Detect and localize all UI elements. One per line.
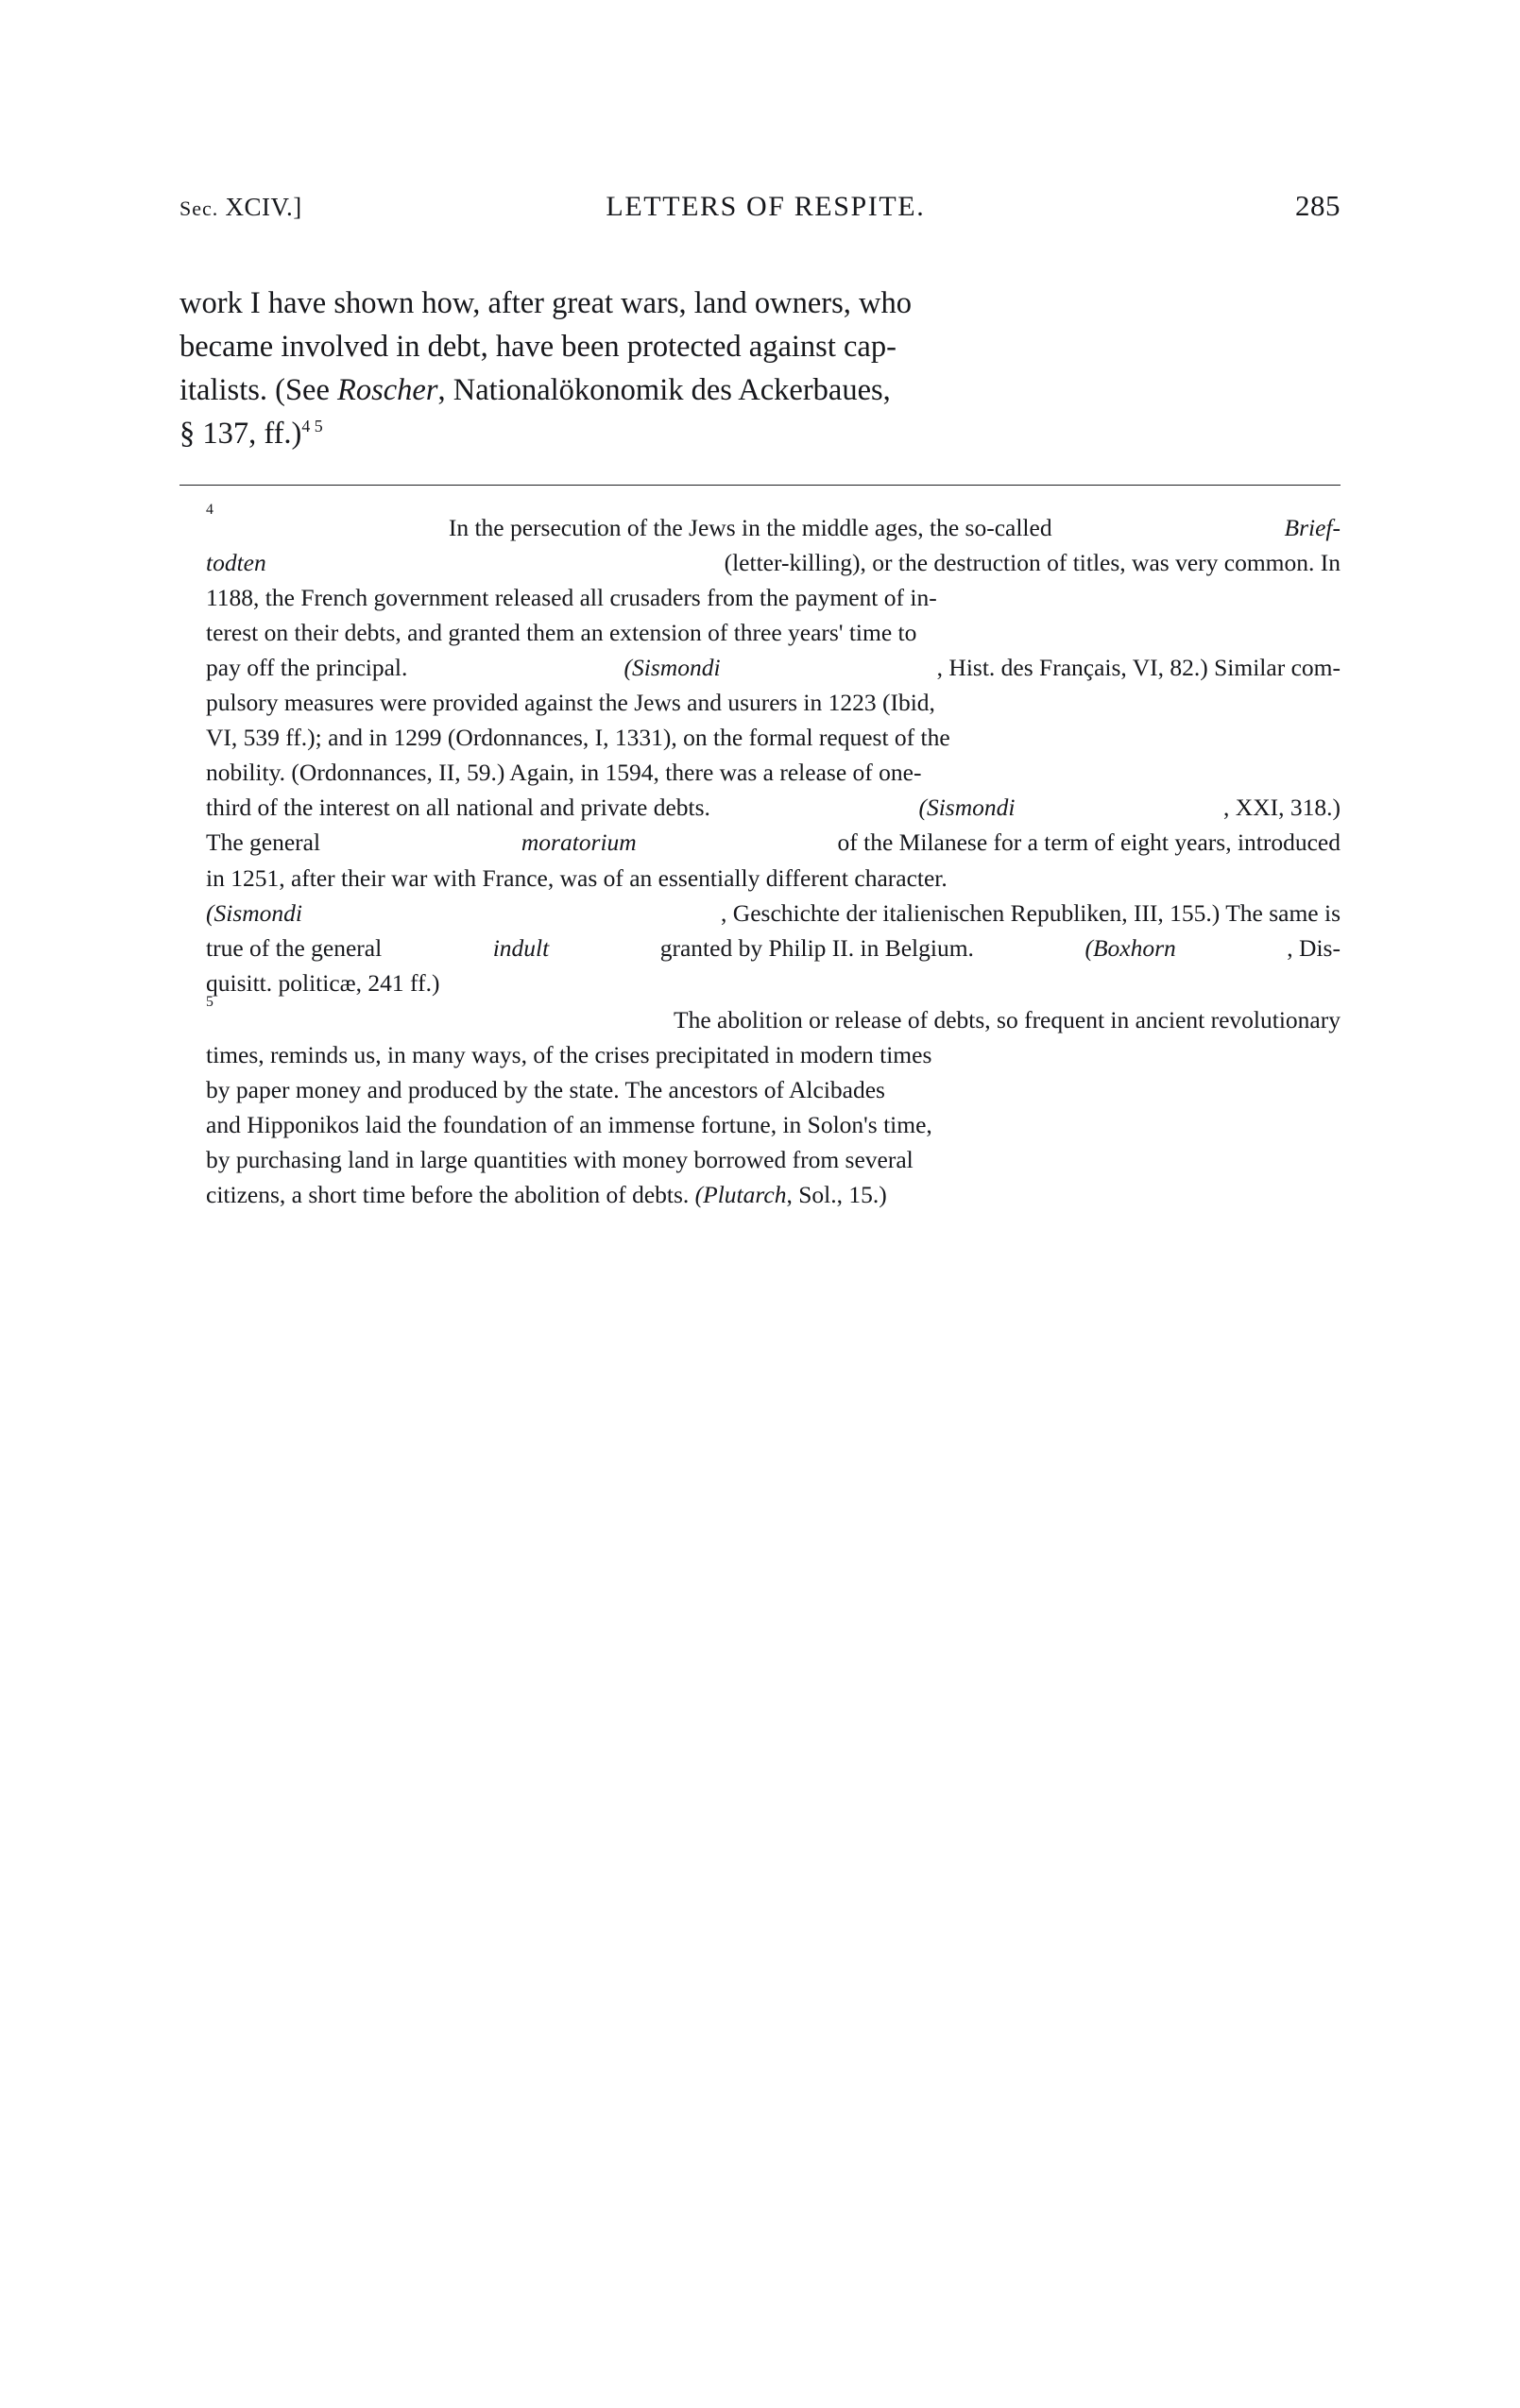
footnote-line bbox=[179, 931, 1341, 965]
section-label-number: XCIV.] bbox=[218, 193, 302, 221]
body-paragraph bbox=[179, 282, 1341, 456]
footnote-line bbox=[179, 896, 1341, 931]
footnote-text: true of the general bbox=[206, 933, 383, 962]
footnote-line bbox=[179, 501, 1341, 545]
footnote-text: VI, 539 ff.); and in 1299 (Ordonnances, I, 1331), on the formal request of the bbox=[206, 724, 950, 752]
body-line bbox=[179, 282, 1341, 325]
footnote-italic: (Boxhorn bbox=[1084, 933, 1176, 962]
section-label bbox=[179, 193, 302, 222]
footnote-line bbox=[179, 1037, 1341, 1072]
footnote-text: and Hipponikos laid the foundation of an immense fortune, in Solon's time, bbox=[206, 1111, 932, 1139]
body-line-text-before: italists. (See bbox=[179, 373, 337, 408]
footnote-text: citizens, a short time before the abolition of debts. bbox=[206, 1181, 695, 1209]
body-line bbox=[179, 412, 1341, 455]
footnote-text: times, reminds us, in many ways, of the crises precipitated in modern times bbox=[206, 1040, 932, 1068]
footnote-text: of the Milanese for a term of eight years, introduced bbox=[837, 828, 1341, 857]
footnote-line bbox=[179, 790, 1341, 825]
footnote-line bbox=[179, 650, 1341, 685]
footnote-text: , Dis- bbox=[1287, 933, 1341, 962]
footnote-marker: 4 bbox=[206, 501, 213, 518]
footnote-text: , Hist. des Français, VI, 82.) Similar com- bbox=[936, 653, 1341, 681]
footnote-line bbox=[179, 720, 1341, 755]
footnote-italic: indult bbox=[492, 933, 550, 962]
footnote-line bbox=[179, 965, 1341, 1000]
body-line-text: work I have shown how, after great wars, land owners, who bbox=[179, 286, 912, 320]
footnote-divider bbox=[179, 485, 1341, 486]
footnote-text: The abolition or release of debts, so frequent in ancient revolutionary bbox=[674, 1005, 1341, 1033]
footnote-text: by paper money and produced by the state. The ancestors of Alcibades bbox=[206, 1076, 885, 1104]
footnote-4 bbox=[179, 501, 1341, 1000]
footnote-line bbox=[179, 580, 1341, 615]
footnote-5 bbox=[179, 993, 1341, 1213]
footnote-text: In the persecution of the Jews in the middle ages, the so-called bbox=[448, 513, 1052, 541]
footnote-italic: todten bbox=[206, 548, 266, 576]
footnote-line bbox=[179, 861, 1341, 896]
footnote-text: , Geschichte der italienischen Republiken, III, 155.) The same is bbox=[721, 898, 1341, 927]
footnote-line bbox=[179, 685, 1341, 720]
body-line-text-after: , Nationalökonomik des Ackerbaues, bbox=[437, 373, 891, 408]
footnote-italic: (Sismondi bbox=[206, 898, 302, 927]
citation-author: Roscher bbox=[337, 373, 438, 408]
footnote-text: 1188, the French government released all crusaders from the payment of in- bbox=[206, 583, 937, 611]
footnote-line bbox=[179, 1072, 1341, 1107]
page-bottom-space bbox=[179, 1214, 1341, 1327]
footnotes-section bbox=[179, 501, 1341, 1213]
body-line-text: § 137, ff.) bbox=[179, 417, 302, 452]
page-number: 285 bbox=[1294, 189, 1341, 222]
footnote-text: terest on their debts, and granted them an extension of three years' time to bbox=[206, 618, 917, 646]
footnote-line bbox=[179, 825, 1341, 860]
footnote-text: pay off the principal. bbox=[206, 653, 408, 681]
page-title: LETTERS OF RESPITE. bbox=[606, 191, 926, 222]
footnote-text: (letter-killing), or the destruction of titles, was very common. In bbox=[724, 548, 1341, 576]
footnote-text: by purchasing land in large quantities with money borrowed from several bbox=[206, 1146, 914, 1174]
footnote-text: The general bbox=[206, 828, 321, 857]
footnote-italic: (Sismondi bbox=[918, 794, 1016, 822]
footnote-text: in 1251, after their war with France, was of an essentially different character. bbox=[206, 863, 948, 892]
footnote-text: , XXI, 318.) bbox=[1223, 794, 1341, 822]
footnote-reference: 4 5 bbox=[301, 417, 323, 436]
body-line bbox=[179, 368, 1341, 412]
body-line bbox=[179, 325, 1341, 368]
footnote-italic: Brief- bbox=[1284, 513, 1341, 541]
footnote-line bbox=[179, 1177, 1341, 1212]
footnote-italic: (Sismondi bbox=[623, 653, 721, 681]
footnote-line bbox=[179, 755, 1341, 790]
footnote-italic: moratorium bbox=[521, 828, 637, 857]
footnote-line bbox=[179, 1142, 1341, 1177]
footnote-text: third of the interest on all national and private debts. bbox=[206, 794, 710, 822]
footnote-text: , Sol., 15.) bbox=[786, 1181, 887, 1209]
footnote-line bbox=[179, 993, 1341, 1037]
running-head bbox=[179, 189, 1341, 223]
footnote-text: nobility. (Ordonnances, II, 59.) Again, in 1594, there was a release of one- bbox=[206, 759, 922, 787]
footnote-italic: (Plutarch bbox=[694, 1181, 787, 1209]
footnote-line bbox=[179, 545, 1341, 580]
footnote-line bbox=[179, 615, 1341, 650]
footnote-line bbox=[179, 1107, 1341, 1142]
footnote-text: pulsory measures were provided against the Jews and usurers in 1223 (Ibid, bbox=[206, 689, 935, 717]
footnote-text: quisitt. politicæ, 241 ff.) bbox=[206, 968, 440, 997]
body-line-text: became involved in debt, have been protected against cap- bbox=[179, 330, 897, 365]
footnote-text: granted by Philip II. in Belgium. bbox=[659, 933, 974, 962]
footnote-marker: 5 bbox=[206, 993, 213, 1010]
section-label-smallcaps: Sec. bbox=[179, 196, 219, 220]
